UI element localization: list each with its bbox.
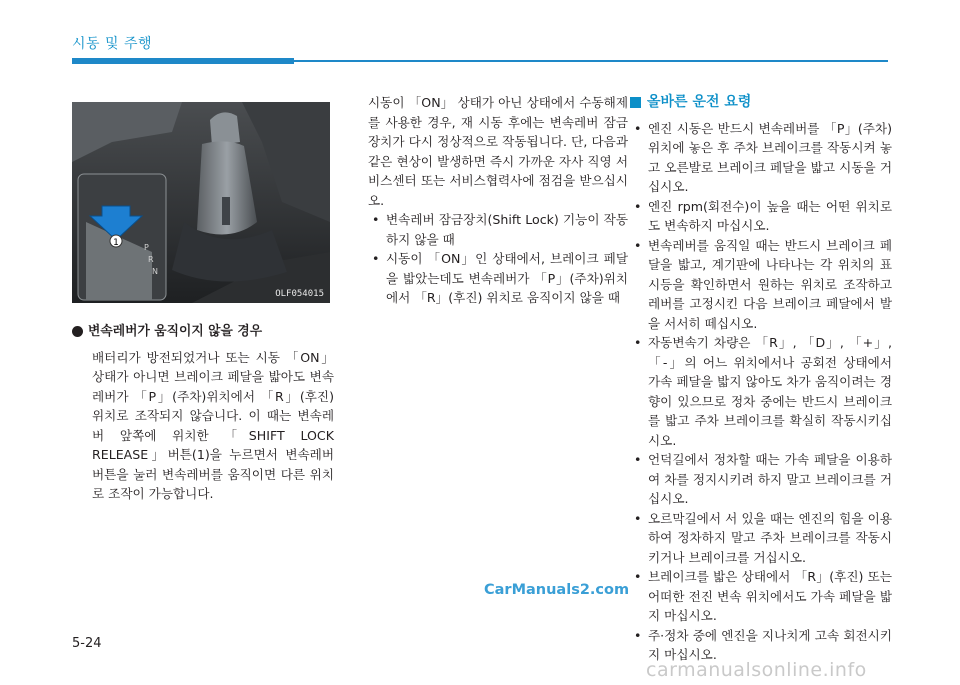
list-item: • 변속레버 잠금장치(Shift Lock) 기능이 작동하지 않을 때	[368, 210, 628, 249]
list-item: • 브레이크를 밟은 상태에서 「R」(후진) 또는 어떠한 전진 변속 위치에서도 가속 페달을 밟지 마십시오.	[630, 567, 892, 626]
list-item: • 자동변속기 차량은 「R」, 「D」, 「+」, 「-」의 어느 위치에서나 공회전 상태에서 가속 페달을 밟지 않아도 차가 움직이려는 경향이 있으므로 정차 중에는 반드시 브레이크를 밟고 주차 브레이크를 확실히 작동시키십시오.	[630, 333, 892, 450]
list-item: • 엔진 시동은 반드시 변속레버를 「P」(주차) 위치에 놓은 후 주차 브레이크를 작동시켜 놓고 오른발로 브레이크 페달을 밟고 시동을 거십시오.	[630, 119, 892, 197]
gear-shifter-illustration	[72, 102, 330, 303]
svg-text:N: N	[152, 267, 158, 276]
list-item: • 주·정차 중에 엔진을 지나치게 고속 회전시키지 마십시오.	[630, 626, 892, 665]
left-column	[72, 322, 334, 504]
svg-text:R: R	[148, 255, 154, 264]
figure-code: OLF054015	[275, 289, 324, 299]
callout-number: 1	[113, 238, 119, 248]
watermark-link[interactable]: CarManuals2.com	[484, 582, 630, 598]
header-rule-thick	[72, 58, 294, 64]
list-item: • 오르막길에서 서 있을 때는 엔진의 힘을 이용하여 정차하지 말고 주차 브레이크를 작동시키거나 브레이크를 거십시오.	[630, 509, 892, 568]
page-number: 5-24	[72, 636, 102, 651]
middle-paragraph: 시동이 「ON」 상태가 아닌 상태에서 수동해제를 사용한 경우, 재 시동 후에는 변속레버 잠금장치가 다시 정상적으로 작동됩니다. 단, 다음과 같은 현상이 발생하면 즉시 가까운 자사 직영 서비스센터 또는 서비스협력사에 점검을 받으십시오.	[368, 95, 628, 208]
list-item: • 엔진 rpm(회전수)이 높을 때는 어떤 위치로도 변속하지 마십시오.	[630, 197, 892, 236]
right-column	[630, 93, 892, 665]
list-item: • 언덕길에서 정차할 때는 가속 페달을 이용하여 차를 정지시키려 하지 말고 브레이크를 거십시오.	[630, 450, 892, 509]
middle-column	[368, 93, 628, 308]
square-bullet-icon	[630, 97, 641, 108]
right-bullet-list	[630, 119, 892, 665]
gear-shifter-photo	[72, 102, 330, 303]
list-item: • 시동이 「ON」인 상태에서, 브레이크 페달을 밟았는데도 변속레버가 「P」(주차)위치에서 「R」(후진) 위치로 움직이지 않을 때	[368, 249, 628, 308]
section-header: 시동 및 주행	[72, 36, 153, 52]
right-section-title: 올바른 운전 요령	[630, 93, 892, 113]
header-rule-thin	[294, 60, 888, 62]
left-subheading: 변속레버가 움직이지 않을 경우	[72, 322, 334, 342]
left-paragraph: 배터리가 방전되었거나 또는 시동 「ON」 상태가 아니면 브레이크 페달을 밟아도 변속레버가 「P」(주차)위치에서 「R」(후진) 위치로 조작되지 않습니다. 이 때는 변속레버 앞쪽에 위치한 「SHIFT LOCK RELEASE」버튼(1)을 누르면서 변속레버 버튼을 눌러 변속레버를 움직이면 다른 위치로 조작이 가능합니다.	[92, 349, 334, 501]
list-item: • 변속레버를 움직일 때는 반드시 브레이크 페달을 밟고, 계기판에 나타나는 각 위치의 표시등을 확인하면서 원하는 위치로 조작하고 레버를 고정시킨 다음 브레이크 페달에서 발을 서서히 떼십시오.	[630, 236, 892, 334]
footer-watermark: carmanualsonline.info	[646, 659, 867, 681]
bullet-circle-icon	[72, 326, 83, 337]
svg-text:P: P	[144, 243, 149, 252]
middle-bullet-list	[368, 210, 628, 308]
